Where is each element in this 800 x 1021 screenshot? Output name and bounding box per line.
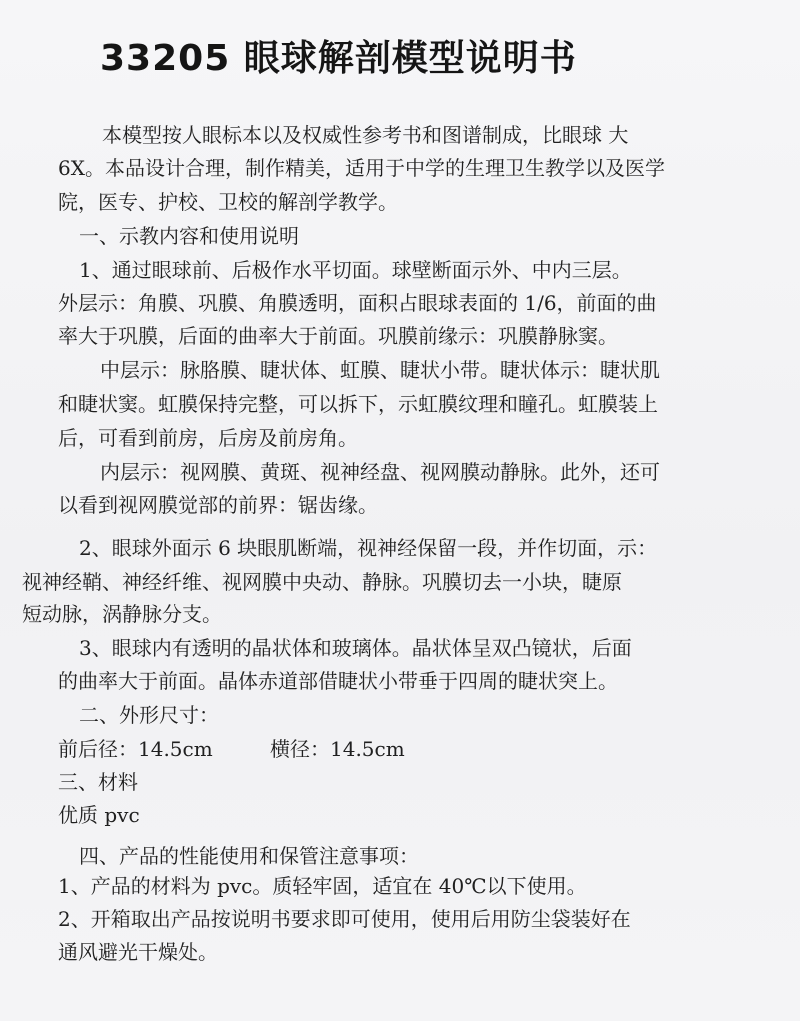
- paragraph-line: 内层示：视网膜、黄斑、视神经盘、视网膜动静脉。此外，还可: [100, 460, 660, 484]
- paragraph-line: 短动脉，涡静脉分支。: [22, 602, 222, 626]
- paragraph-line: 1、通过眼球前、后极作水平切面。球壁断面示外、中内三层。: [79, 258, 632, 282]
- paragraph-line: 中层示：脉胳膜、睫状体、虹膜、睫状小带。睫状体示：睫状肌: [100, 358, 660, 382]
- paragraph-line: 率大于巩膜，后面的曲率大于前面。巩膜前缘示：巩膜静脉窦。: [58, 324, 618, 348]
- section-heading: 二、外形尺寸：: [79, 703, 219, 727]
- document-title: 33205 眼球解剖模型说明书: [100, 38, 577, 79]
- paragraph-line: 2、开箱取出产品按说明书要求即可使用，使用后用防尘袋装好在: [58, 907, 631, 931]
- paragraph-line: 通风避光干燥处。: [58, 940, 218, 964]
- paragraph-line: 6X。本品设计合理，制作精美，适用于中学的生理卫生教学以及医学: [58, 156, 665, 180]
- section-heading: 三、材料: [58, 770, 138, 794]
- paragraph-line: 3、眼球内有透明的晶状体和玻璃体。晶状体呈双凸镜状，后面: [79, 636, 632, 660]
- section-heading: 四、产品的性能使用和保管注意事项：: [79, 844, 419, 868]
- paragraph-line: 外层示：角膜、巩膜、角膜透明，面积占眼球表面的 1/6，前面的曲: [58, 291, 657, 315]
- paragraph-line: 2、眼球外面示 6 块眼肌断端，视神经保留一段，并作切面，示：: [79, 536, 658, 560]
- dimension-width: 横径：14.5cm: [270, 737, 405, 761]
- paragraph-line: 本模型按人眼标本以及权威性参考书和图谱制成，比眼球 大: [102, 123, 629, 147]
- paragraph-line: 视神经鞘、神经纤维、视网膜中央动、静脉。巩膜切去一小块，睫原: [22, 570, 622, 594]
- paragraph-line: 后，可看到前房，后房及前房角。: [58, 426, 358, 450]
- paragraph-line: 以看到视网膜觉部的前界：锯齿缘。: [58, 493, 378, 517]
- section-heading: 一、示教内容和使用说明: [79, 224, 299, 248]
- paragraph-line: 院，医专、护校、卫校的解剖学教学。: [58, 190, 398, 214]
- paragraph-line: 和睫状窦。虹膜保持完整，可以拆下，示虹膜纹理和瞳孔。虹膜装上: [58, 392, 658, 416]
- paragraph-line: 的曲率大于前面。晶体赤道部借睫状小带垂于四周的睫状突上。: [58, 669, 618, 693]
- dimension-length: 前后径：14.5cm: [58, 737, 213, 761]
- paragraph-line: 优质 pvc: [58, 803, 140, 827]
- paragraph-line: 1、产品的材料为 pvc。质轻牢固，适宜在 40℃以下使用。: [58, 874, 587, 898]
